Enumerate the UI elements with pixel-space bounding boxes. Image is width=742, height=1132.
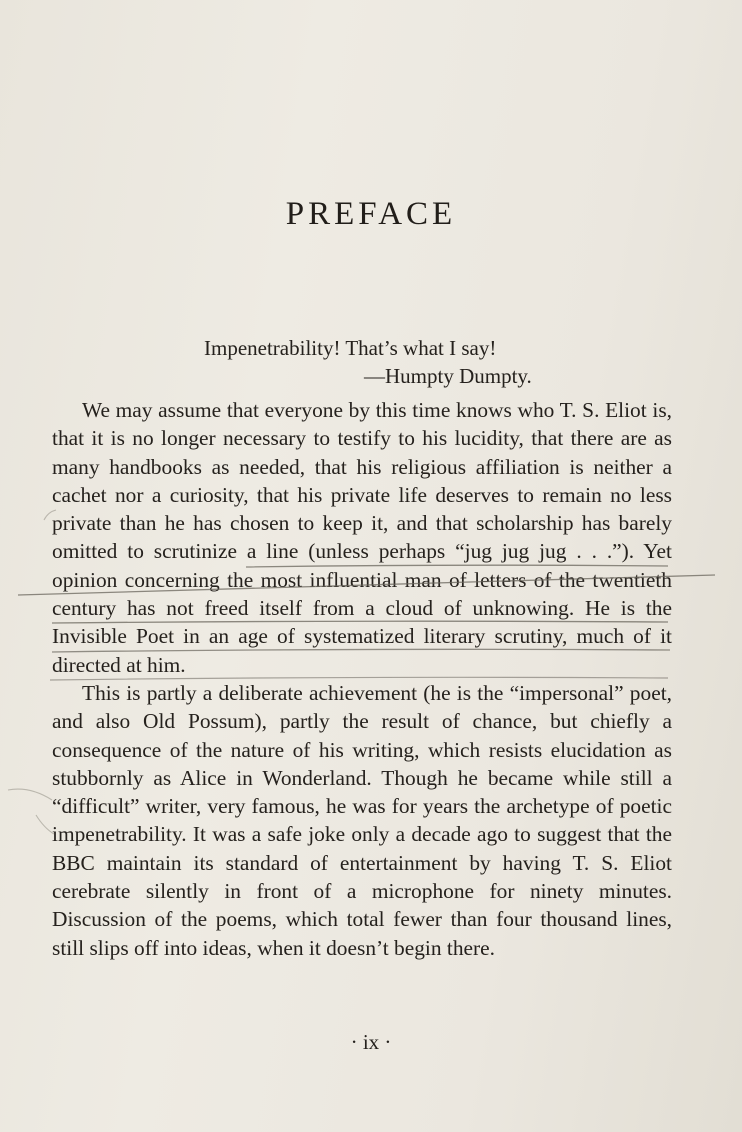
epigraph xyxy=(204,334,532,390)
paragraph: This is partly a deliberate achievement (he is the “impersonal” poet, and also Old Possum), partly the result of chance, but chiefly a consequence of the nature of his writing, which resists elucidation as stubbornly as Alice in Wonderland. Though he became while still a “difficult” writer, very famous, he was for years the archetype of poetic impenetrability. It was a safe joke only a decade ago to suggest that the BBC maintain its standard of entertainment by having T. S. Eliot cerebrate silently in front of a microphone for ninety minutes. Discussion of the poems, which total fewer than four thousand lines, still slips off into ideas, when it doesn’t begin there. xyxy=(52,680,672,960)
epigraph-attribution: —Humpty Dumpty. xyxy=(364,364,532,388)
page-title: PREFACE xyxy=(285,196,457,232)
epigraph-quote: Impenetrability! That’s what I say! xyxy=(204,336,497,360)
body-text xyxy=(52,396,672,962)
page-number: · ix · xyxy=(350,1030,392,1054)
paragraph: We may assume that everyone by this time knows who T. S. Eliot is, that it is no longer necessary to testify to his lucidity, that there are as many handbooks as needed, that his religious affiliation is neither a cachet nor a curiosity, that his private life deserves to remain no less private than he has chosen to keep it, and that scholarship has barely omitted to scrutinize a line (unless perhaps “jug jug jug . . .”). Yet opinion concerning the most influential man of letters of the twentieth century has not freed itself from a cloud of unknowing. He is the Invisible Poet in an age of systematized literary scrutiny, much of it directed at him. xyxy=(52,398,672,677)
